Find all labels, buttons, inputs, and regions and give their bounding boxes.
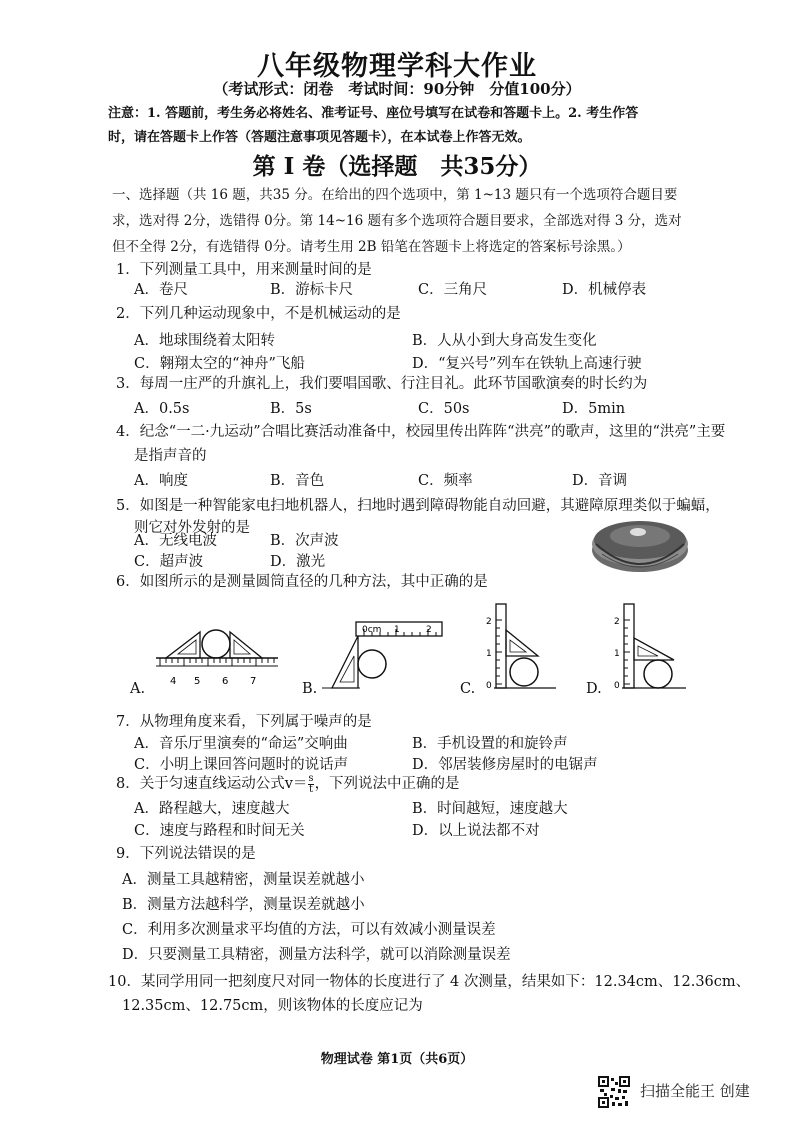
option-a: A．测量工具越精密，测量误差就越小 [122, 872, 365, 888]
scanner-watermark: 扫描全能王 创建 [640, 1082, 750, 1100]
notice [108, 102, 708, 150]
figure-a-ruler [152, 626, 282, 696]
option-c: C．超声波 [134, 554, 204, 570]
option-b: B．5s [270, 401, 312, 417]
figure-b-ruler [322, 614, 446, 696]
option-b: B．手机设置的和旋铃声 [412, 736, 568, 752]
question-stem: 1．下列测量工具中，用来测量时间的是 [116, 262, 372, 278]
intro-line: 一、选择题（共 16 题，共35 分。在给出的四个选项中，第 1~13 题只有一个选项符合题目要 [112, 187, 678, 203]
question-stem: 10．某同学用同一把刻度尺对同一物体的长度进行了 4 次测量，结果如下：12.34cm、12.36cm、 [108, 974, 751, 990]
figure-label-d: D. [586, 681, 602, 697]
tick-label: 7 [250, 676, 257, 687]
page-footer: 物理试卷 第1页（共6页） [320, 1052, 474, 1067]
option-c: C．小明上课回答问题时的说话声 [134, 757, 349, 773]
option-d: D．音调 [572, 473, 628, 489]
option-b: B．音色 [270, 473, 325, 489]
fraction-numerator: s [308, 772, 314, 784]
option-d: D．激光 [270, 554, 326, 570]
option-c: C．50s [418, 401, 470, 417]
option-d: D．以上说法都不对 [412, 823, 540, 839]
option-d: D．邻居装修房屋时的电锯声 [412, 757, 598, 773]
question-stem: 2．下列几种运动现象中，不是机械运动的是 [116, 306, 401, 322]
qr-code-icon [598, 1076, 630, 1108]
question-stem [116, 772, 460, 795]
formula-fraction [308, 774, 313, 795]
option-d: D．“复兴号”列车在铁轨上高速行驶 [412, 356, 642, 372]
question-stem: 7．从物理角度来看，下列属于噪声的是 [116, 714, 372, 730]
tick-label: 0 [486, 681, 492, 691]
question-stem-cont: 则它对外发射的是 [134, 520, 250, 536]
notice-line: 时，请在答题卡上作答（答题注意事项见答题卡），在本试卷上作答无效。 [108, 130, 531, 145]
option-c: C．速度与路程和时间无关 [134, 823, 305, 839]
option-a: A．0.5s [134, 401, 190, 417]
section-intro [112, 182, 704, 260]
option-c: C．三角尺 [418, 282, 488, 298]
question-stem: 6．如图所示的是测量圆筒直径的几种方法，其中正确的是 [116, 574, 488, 590]
tick-label: 2 [486, 617, 492, 627]
tick-label: 2 [614, 617, 620, 627]
option-d: D．只要测量工具精密，测量方法科学，就可以消除测量误差 [122, 947, 511, 963]
fraction-denominator: t [308, 783, 313, 795]
question-stem-cont: 12.35cm、12.75cm，则该物体的长度应记为 [122, 998, 423, 1014]
page-title: 八年级物理学科大作业 [257, 51, 537, 82]
tick-label: 2 [426, 625, 432, 635]
option-a: A．响度 [134, 473, 188, 489]
exam-info: （考试形式：闭卷 考试时间：90分钟 分值100分） [213, 80, 581, 98]
option-a: A．卷尺 [134, 282, 188, 298]
option-a: A．地球围绕着太阳转 [134, 333, 275, 349]
option-d: D．5min [562, 401, 626, 417]
option-a: A．无线电波 [134, 533, 217, 549]
tick-label: 6 [222, 676, 229, 687]
tick-label: 5 [194, 676, 201, 687]
stem-text: ，下列说法中正确的是 [314, 776, 460, 792]
question-stem: 5．如图是一种智能家电扫地机器人，扫地时遇到障碍物能自动回避，其避障原理类似于蝙蝠， [116, 498, 720, 514]
tick-label: 1 [614, 649, 620, 659]
question-stem: 4．纪念“一二·九运动”合唱比赛活动准备中，校园里传出阵阵“洪亮”的歌声，这里的“洪亮”主要 [116, 424, 726, 440]
figure-label-c: C. [460, 681, 476, 697]
section-title: 第 Ⅰ 卷（选择题 共35分） [252, 153, 542, 180]
option-b: B．次声波 [270, 533, 339, 549]
intro-line: 求，选对得 2分，选错得 0分。第 14~16 题有多个选项符合题目要求，全部选对得 3 分，选对 [112, 213, 682, 229]
tick-label: 4 [170, 676, 177, 687]
option-c: C．利用多次测量求平均值的方法，可以有效减小测量误差 [122, 922, 496, 938]
tick-label: 1 [486, 649, 492, 659]
intro-line: 但不全得 2分，有选错得 0分。请考生用 2B 铅笔在答题卡上将选定的答案标号涂黑。） [112, 239, 631, 255]
option-b: B．时间越短，速度越大 [412, 801, 568, 817]
option-a: A．音乐厅里演奏的“命运”交响曲 [134, 736, 348, 752]
figure-c-ruler [484, 600, 564, 696]
figure-label-b: B. [302, 681, 318, 697]
option-b: B．人从小到大身高发生变化 [412, 333, 597, 349]
option-c: C．频率 [418, 473, 473, 489]
option-b: B．游标卡尺 [270, 282, 354, 298]
tick-label: 0 [614, 681, 620, 691]
notice-line: 注意：1. 答题前，考生务必将姓名、准考证号、座位号填写在试卷和答题卡上。2. 考生作答 [108, 106, 639, 121]
option-b: B．测量方法越科学，测量误差就越小 [122, 897, 365, 913]
tick-label: 1 [394, 625, 400, 635]
option-d: D．机械停表 [562, 282, 647, 298]
question-stem: 3．每周一庄严的升旗礼上，我们要唱国歌、行注目礼。此环节国歌演奏的时长约为 [116, 376, 648, 392]
question-stem-cont: 是指声音的 [134, 448, 207, 464]
question-stem: 9．下列说法错误的是 [116, 846, 256, 862]
figure-label-a: A. [130, 681, 146, 697]
tick-label: 0cm [362, 625, 382, 635]
figure-d-ruler [612, 600, 692, 696]
stem-text: 8．关于匀速直线运动公式v＝ [116, 776, 308, 792]
option-c: C．翱翔太空的“神舟”飞船 [134, 356, 305, 372]
robot-vacuum-image [588, 514, 692, 580]
option-a: A．路程越大，速度越大 [134, 801, 290, 817]
